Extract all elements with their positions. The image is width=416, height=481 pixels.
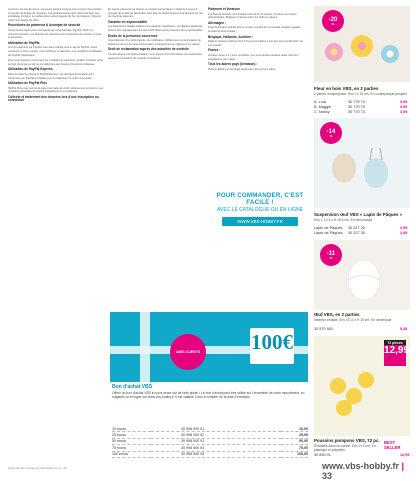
col1-block-0: concerné. En cas de retour, vous avez jusqu'à 14 jours pour renvoyer les produits, à compter de la date de réception. Les produits doivent être retournés dans leur emballage d'origine, en parfait état et accompagnés du bon de livraison. Frais de retour à la charge du client. <box>8 8 103 22</box>
col2-block-1: Garantie et responsabilité Les dispositions légales relatives à la garantie s'appliquent. Les défauts apparents doivent être signalés dans les plus brefs délais après réception de la marchandise. <box>108 19 203 32</box>
table-row[interactable]: 10 euros 30 998 000 01 10,00 <box>112 426 308 431</box>
text-column-2 <box>108 6 204 291</box>
col1-block-5: Utilisation de PayPal Plus PayPal Plus vous permet de payer par carte de crédit, prélèvement ou facture. Les conditions générales de PayPal s'appliquent en complément. <box>8 81 104 94</box>
page-number: 33 <box>322 471 333 481</box>
promo-subline: AVEC LE CATALOGUE OU EN LIGNE <box>217 207 303 213</box>
col2-block-2: Droits de la personne concernée Vous disposez d'un droit d'accès, de rectification, d'effacement et de limitation du traitement de vos données personnelles conformément au règlement en vigueur. <box>108 33 201 46</box>
col1-block-4: Utilisation de PayPal Express Dans le cadre du paiement PayPal Express, vos données de livraison sont transmises par PayPal et utilisées pour le traitement de votre commande. <box>8 67 94 80</box>
col3-block-0: Paiement et livraison Les frais de livraison sont indiqués lors de la commande. Livraison en France métropolitaine, Belgique et Suisse selon les tarifs en vigueur. <box>208 7 297 20</box>
col3-block-2: Belgique, Hollande, Autriche : Délai de livraison habituel de 3 à 5 jours ouvrables à compter de la confirmation de commande. <box>208 34 304 47</box>
col3-block-4: Tous les autres pays (livraison) : Tarifs et délais sur demande auprès de notre service client. <box>208 62 276 71</box>
flower-shape <box>325 35 399 63</box>
product-title-2: Suspension œuf VBS « Lapin de Pâques » <box>314 212 403 217</box>
footer-url-page[interactable] <box>322 461 416 481</box>
col2-block-3: Droit de réclamation auprès des autorités de contrôle Conformément à la réglementation, vous avez le droit d'introduire une réclamation auprès d'une autorité de contrôle compétente. <box>108 47 203 60</box>
product-title-1: Fleur en bois VBS, en 2 parties <box>314 86 379 91</box>
product-title-4: Poussins pompons VBS, 72 pc. <box>314 438 380 443</box>
voucher-amount-table <box>112 426 308 458</box>
discount-badge-3: -11 % <box>320 244 342 266</box>
col3-block-1: Allemagne : Frais de livraison réduits dès un certain montant de commande, livraison gratuite au-delà du seuil indiqué. <box>208 20 301 33</box>
list-item[interactable]: Lapin de Pâques 30 227 26 2,99 <box>314 226 408 230</box>
text-column-3 <box>208 6 304 194</box>
col1-block-3: Pour toute question concernant les modalités de paiement, veuillez contacter notre service client par e-mail ou par téléphone aux heures d'ouverture indiquées. <box>8 59 104 66</box>
voucher-title: Bon d'achat VBS <box>112 384 153 390</box>
list-item[interactable]: A. Lola 30 770 74 3,99 <box>314 100 408 104</box>
discount-badge-2: -14 % <box>320 122 342 144</box>
list-item[interactable]: B. Maggie 30 770 75 3,99 <box>314 105 408 109</box>
list-item[interactable]: C. Nancy 30 770 73 3,99 <box>314 110 408 114</box>
col1-block-2: Utilisation de PayPal Lors du paiement par PayPal, vous êtes redirigé vers le site de PayPal. Après connexion à votre compte, vous confirmez le paiement. Les conditions d'utilisation de PayPal s'appliquent. <box>8 40 103 57</box>
discount-badge-1: -20 % <box>322 10 344 32</box>
gift-voucher-image <box>110 312 308 382</box>
list-item[interactable]: Lapin de Pâques 30 227 30 2,99 <box>314 231 408 235</box>
price-box-chicks: 72 pièces 12,99 <box>384 340 406 366</box>
footer-legend-note: Légende des icônes & pictogrammes p. 34 <box>8 466 67 470</box>
voucher-description: Offrez un bon d'achat VBS et vous serez sûr de faire plaisir ! Le bon d'achat peut être utilisé sur l'ensemble de notre assortiment, en magasin ou en ligne sur www.vbs-hobby.fr. Il est valable 3 ans à compter de la date d'émission. <box>112 391 305 400</box>
table-row[interactable]: 75 euros 30 998 000 04 75,00 <box>112 445 308 450</box>
egg-halves <box>348 260 380 300</box>
table-row[interactable]: 50 euros 30 998 000 03 50,00 <box>112 439 308 444</box>
product-sub-4: Emballés dans un carton, Env. H 3 cm, En plastique et polyester <box>314 444 376 452</box>
footer-separator: | <box>401 461 405 471</box>
col1-block-1: Procédures de paiement & Acompte de sécurité Vous pouvez payer votre commande par carte bancaire, PayPal, Sofort ou virement bancaire. Les données de paiement sont transmises de manière cryptée et sécurisée. <box>8 23 102 40</box>
table-row[interactable]: 100 euros 30 998 000 05 100,00 <box>112 452 308 457</box>
chick-pompoms <box>330 372 374 416</box>
col2-block-0: En cas de paiement par facture, le montant est dû dans un délai de 14 jours à compter de la date de facturation. Des frais de rappel peuvent être facturés en cas de retard de paiement. <box>108 8 203 19</box>
col3-block-3: France : Livraison sous 4 à 7 jours ouvrables. Les commandes passées avant midi sont expédiées le jour même. <box>208 48 299 61</box>
product-title-3: Œuf VBS, en 2 parties <box>314 312 360 317</box>
text-column-1 <box>8 6 104 436</box>
amis-clients-badge: AMIS CLIENTS <box>170 334 206 370</box>
promo-url-link[interactable]: WWW.VBS-HOBBY.FR <box>222 217 298 226</box>
footer-url[interactable]: www.vbs-hobby.fr <box>322 461 400 471</box>
voucher-amount: 100€ <box>251 330 293 354</box>
col1-block-6: Collecte et traitement des données lors d'une inscription ou connexion <box>8 94 99 103</box>
order-promo-banner <box>214 192 306 250</box>
egg-shapes <box>332 148 388 188</box>
best-seller-badge: BEST SELLER <box>384 440 401 450</box>
product-sub-2: Env. L 14,5 x H 16,5 cm, En bois massif <box>314 218 373 222</box>
product-sub-1: 2 pièces à superposer, Env. H. 20 cm, En contreplaqué peuplier <box>314 92 408 96</box>
table-row[interactable]: 25 euros 30 998 000 02 25,00 <box>112 433 308 438</box>
promo-headline: POUR COMMANDER, C'EST FACILE ! <box>216 192 304 206</box>
product-sub-3: Intérieur émaillé, Env. Ø 11 x H 15 cm, En céramique <box>314 318 392 322</box>
